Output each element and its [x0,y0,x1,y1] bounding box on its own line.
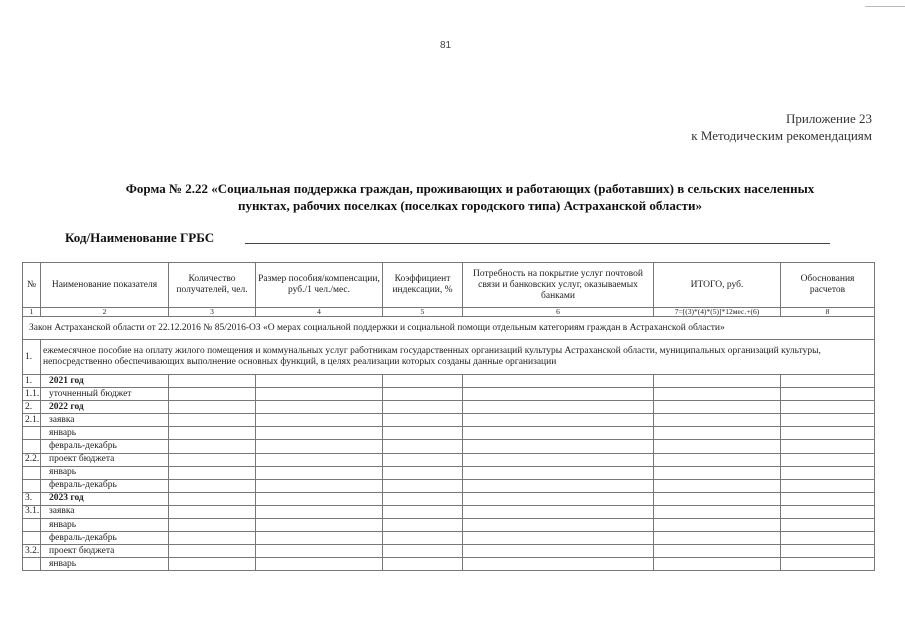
empty-value-cell[interactable] [383,558,463,571]
header-allowance-size: Размер пособия/компенсации, руб./1 чел./мес. [256,263,383,308]
row-number: 3.1. [23,505,41,518]
table-row [23,388,875,401]
empty-value-cell[interactable] [383,466,463,479]
purpose-text: ежемесячное пособие на оплату жилого помещения и коммунальных услуг работникам государственных организаций культуры Астраханской области, муниципальных организаций культуры, непосредственно обеспечивающих выполнение основных функций, в целях реализации которых созданы данные организации [41,340,875,375]
column-number: 2 [41,308,169,317]
column-number: 1 [23,308,41,317]
purpose-row [23,340,875,375]
empty-value-cell[interactable] [169,427,256,440]
empty-value-cell[interactable] [654,375,781,388]
empty-value-cell[interactable] [256,545,383,558]
page-number: 81 [440,40,452,51]
empty-value-cell[interactable] [256,466,383,479]
empty-value-cell[interactable] [781,414,875,427]
empty-value-cell[interactable] [256,505,383,518]
empty-value-cell[interactable] [383,479,463,492]
empty-value-cell[interactable] [383,414,463,427]
table-row [23,466,875,479]
row-label: 2022 год [41,401,169,414]
row-number: 2. [23,401,41,414]
empty-value-cell[interactable] [383,453,463,466]
empty-value-cell[interactable] [654,519,781,532]
empty-value-cell[interactable] [256,375,383,388]
row-number: 2.2. [23,453,41,466]
empty-value-cell[interactable] [169,479,256,492]
row-label: январь [41,558,169,571]
header-justification: Обоснования расчетов [781,263,875,308]
empty-value-cell[interactable] [781,427,875,440]
row-label: 2023 год [41,492,169,505]
table-row [23,558,875,571]
empty-value-cell[interactable] [383,505,463,518]
row-label: 2021 год [41,375,169,388]
empty-value-cell[interactable] [169,440,256,453]
empty-value-cell[interactable] [781,532,875,545]
empty-value-cell[interactable] [463,414,654,427]
empty-value-cell[interactable] [654,505,781,518]
empty-value-cell[interactable] [463,375,654,388]
empty-value-cell[interactable] [781,453,875,466]
empty-value-cell[interactable] [169,414,256,427]
empty-value-cell[interactable] [169,453,256,466]
empty-value-cell[interactable] [781,375,875,388]
table-row [23,453,875,466]
law-reference-row [23,317,875,340]
row-number [23,427,41,440]
empty-value-cell[interactable] [654,532,781,545]
empty-value-cell[interactable] [256,492,383,505]
header-indicator-name: Наименование показателя [41,263,169,308]
table-row [23,414,875,427]
empty-value-cell[interactable] [169,375,256,388]
row-number [23,440,41,453]
empty-value-cell[interactable] [256,388,383,401]
empty-value-cell[interactable] [463,532,654,545]
empty-value-cell[interactable] [256,427,383,440]
empty-value-cell[interactable] [463,427,654,440]
table-row [23,505,875,518]
empty-value-cell[interactable] [781,519,875,532]
empty-value-cell[interactable] [781,545,875,558]
empty-value-cell[interactable] [781,388,875,401]
empty-value-cell[interactable] [463,466,654,479]
empty-value-cell[interactable] [654,440,781,453]
empty-value-cell[interactable] [654,558,781,571]
table-header-row [23,263,875,308]
header-num: № [23,263,41,308]
row-number [23,532,41,545]
empty-value-cell[interactable] [383,375,463,388]
empty-value-cell[interactable] [383,545,463,558]
empty-value-cell[interactable] [463,388,654,401]
table-row [23,375,875,388]
empty-value-cell[interactable] [169,466,256,479]
form-title [50,180,890,214]
empty-value-cell[interactable] [781,558,875,571]
row-number: 1.1. [23,388,41,401]
empty-value-cell[interactable] [169,401,256,414]
row-number: 3. [23,492,41,505]
empty-value-cell[interactable] [463,492,654,505]
empty-value-cell[interactable] [383,519,463,532]
empty-value-cell[interactable] [383,427,463,440]
column-number: 6 [463,308,654,317]
empty-value-cell[interactable] [169,505,256,518]
empty-value-cell[interactable] [654,492,781,505]
empty-value-cell[interactable] [463,479,654,492]
empty-value-cell[interactable] [383,440,463,453]
empty-value-cell[interactable] [781,440,875,453]
empty-value-cell[interactable] [169,492,256,505]
grbs-fill-line [245,243,830,244]
row-number [23,466,41,479]
empty-value-cell[interactable] [781,505,875,518]
form-title-line-1: Форма № 2.22 «Социальная поддержка граждан, проживающих и работающих (работавших) в сельских населенных [125,181,815,196]
empty-value-cell[interactable] [463,519,654,532]
row-label: февраль-декабрь [41,532,169,545]
table-row [23,519,875,532]
table-row [23,492,875,505]
empty-value-cell[interactable] [256,558,383,571]
row-label: январь [41,519,169,532]
row-number: 1. [23,375,41,388]
header-postal-bank-costs: Потребность на покрытие услуг почтовой связи и банковских услуг, оказываемых банками [463,263,654,308]
scan-edge-mark [865,6,905,7]
row-label: проект бюджета [41,545,169,558]
table-row [23,440,875,453]
empty-value-cell[interactable] [383,532,463,545]
column-number: 7=[(3)*(4)*(5)]*12мес.+(6) [654,308,781,317]
header-recipients-count: Количество получателей, чел. [169,263,256,308]
form-title-line-2: пунктах, рабочих поселках (поселках городского типа) Астраханской области» [238,198,702,213]
table-row [23,401,875,414]
empty-value-cell[interactable] [781,401,875,414]
empty-value-cell[interactable] [654,414,781,427]
appendix-line-1: Приложение 23 [785,111,872,126]
row-label: февраль-декабрь [41,440,169,453]
empty-value-cell[interactable] [463,545,654,558]
column-numbers-row [23,308,875,317]
empty-value-cell[interactable] [169,558,256,571]
row-number [23,479,41,492]
row-number [23,558,41,571]
empty-value-cell[interactable] [256,453,383,466]
empty-value-cell[interactable] [781,466,875,479]
row-label: проект бюджета [41,453,169,466]
empty-value-cell[interactable] [654,479,781,492]
law-reference-text: Закон Астраханской области от 22.12.2016 № 85/2016-ОЗ «О мерах социальной поддержки и социальной помощи отдельным категориям граждан в Астраханской области» [23,317,875,340]
empty-value-cell[interactable] [383,388,463,401]
header-indexation-coefficient: Коэффициент индексации, % [383,263,463,308]
empty-value-cell[interactable] [463,505,654,518]
row-label: заявка [41,505,169,518]
empty-value-cell[interactable] [463,558,654,571]
empty-value-cell[interactable] [463,440,654,453]
row-number: 3.2. [23,545,41,558]
grbs-label: Код/Наименование ГРБС [65,230,215,245]
empty-value-cell[interactable] [169,545,256,558]
column-number: 5 [383,308,463,317]
appendix-line-2: к Методическим рекомендациям [691,128,872,143]
appendix-header [691,110,872,144]
empty-value-cell[interactable] [383,492,463,505]
column-number: 8 [781,308,875,317]
empty-value-cell[interactable] [463,401,654,414]
row-label: январь [41,466,169,479]
row-number: 2.1. [23,414,41,427]
row-number [23,519,41,532]
row-label: заявка [41,414,169,427]
empty-value-cell[interactable] [169,519,256,532]
table-row [23,532,875,545]
table-row [23,479,875,492]
form-table [22,262,875,571]
empty-value-cell[interactable] [169,388,256,401]
empty-value-cell[interactable] [383,401,463,414]
empty-value-cell[interactable] [654,453,781,466]
column-number: 3 [169,308,256,317]
empty-value-cell[interactable] [654,545,781,558]
row-label: уточненный бюджет [41,388,169,401]
table-row [23,545,875,558]
column-number: 4 [256,308,383,317]
empty-value-cell[interactable] [256,479,383,492]
purpose-number: 1. [23,340,41,375]
empty-value-cell[interactable] [169,532,256,545]
empty-value-cell[interactable] [781,492,875,505]
row-label: февраль-декабрь [41,479,169,492]
empty-value-cell[interactable] [256,414,383,427]
empty-value-cell[interactable] [654,427,781,440]
empty-value-cell[interactable] [463,453,654,466]
row-label: январь [41,427,169,440]
empty-value-cell[interactable] [256,519,383,532]
empty-value-cell[interactable] [654,401,781,414]
empty-value-cell[interactable] [654,388,781,401]
empty-value-cell[interactable] [256,401,383,414]
table-row [23,427,875,440]
empty-value-cell[interactable] [654,466,781,479]
empty-value-cell[interactable] [256,532,383,545]
empty-value-cell[interactable] [781,479,875,492]
empty-value-cell[interactable] [256,440,383,453]
header-total: ИТОГО, руб. [654,263,781,308]
